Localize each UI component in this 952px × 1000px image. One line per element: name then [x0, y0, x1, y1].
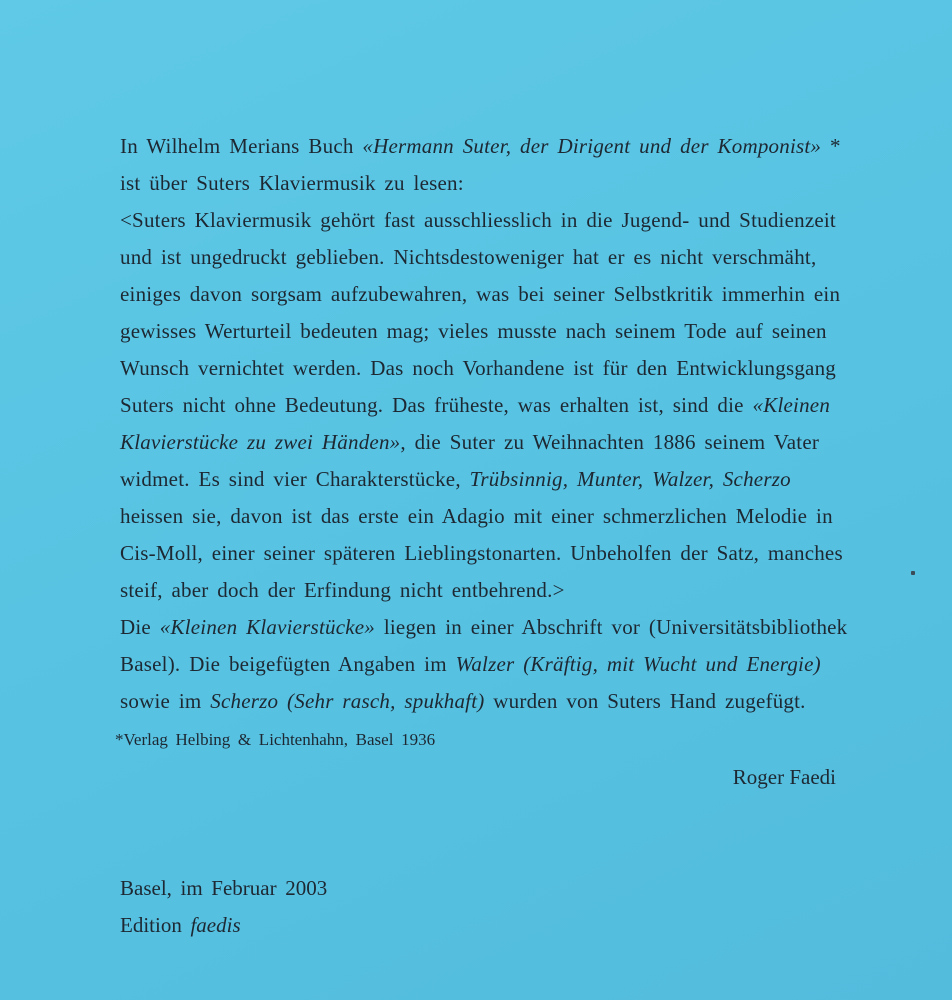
text-line [120, 683, 836, 720]
text-line [120, 424, 836, 461]
text-segment: Wunsch vernichtet werden. Das noch Vorhandene ist für den Entwicklungsgang [120, 356, 836, 380]
text-segment: heissen sie, davon ist das erste ein Adagio mit einer schmerzlichen Melodie in [120, 504, 833, 528]
text-segment: Scherzo (Sehr rasch, spukhaft) [210, 689, 485, 713]
place-date-line: Basel, im Februar 2003 [120, 876, 328, 900]
colophon [120, 870, 836, 944]
text-segment: Trübsinnig, Munter, Walzer, Scherzo [469, 467, 791, 491]
text-segment: , die Suter zu Weihnachten 1886 seinem Vater [400, 430, 820, 454]
text-line [120, 239, 836, 276]
text-segment: gewisses Werturteil bedeuten mag; vieles musste nach seinem Tode auf seinen [120, 319, 827, 343]
text-segment: einiges davon sorgsam aufzubewahren, was bei seiner Selbstkritik immerhin ein [120, 282, 841, 306]
text-segment: Basel). Die beigefügten Angaben im [120, 652, 456, 676]
text-line [120, 128, 841, 165]
text-line [120, 646, 836, 683]
main-text [120, 128, 848, 720]
text-line [120, 350, 836, 387]
text-segment: und ist ungedruckt geblieben. Nichtsdestoweniger hat er es nicht verschmäht, [120, 245, 817, 269]
text-segment: In Wilhelm Merians Buch [120, 134, 363, 158]
text-segment: * [821, 134, 841, 158]
edition-prefix: Edition [120, 913, 191, 937]
scan-speck [911, 571, 915, 575]
text-segment: widmet. Es sind vier Charakterstücke, [120, 467, 470, 491]
text-segment: Cis-Moll, einer seiner späteren Lieblingstonarten. Unbeholfen der Satz, manches [120, 541, 843, 565]
text-line [120, 387, 836, 424]
text-line [120, 313, 836, 350]
text-segment: «Kleinen [752, 393, 831, 417]
text-segment: ist über Suters Klaviermusik zu lesen: [120, 171, 464, 195]
text-segment: steif, aber doch der Erfindung nicht entbehrend.> [120, 578, 565, 602]
footnote: *Verlag Helbing & Lichtenhahn, Basel 1936 [115, 730, 436, 749]
text-line [120, 609, 848, 646]
text-segment: liegen in einer Abschrift vor (Universitätsbibliothek [375, 615, 848, 639]
edition-line [120, 907, 836, 944]
text-segment: «Hermann Suter, der Dirigent und der Komponist» [362, 134, 822, 158]
text-segment: «Kleinen Klavierstücke» [159, 615, 375, 639]
edition-name: faedis [190, 913, 241, 937]
text-segment: wurden von Suters Hand zugefügt. [484, 689, 806, 713]
text-line [120, 535, 843, 572]
text-line [120, 165, 836, 202]
text-segment: sowie im [120, 689, 211, 713]
text-segment: Klavierstücke zu zwei Händen» [120, 430, 401, 454]
text-segment: Suters nicht ohne Bedeutung. Das früheste, was erhalten ist, sind die [120, 393, 753, 417]
text-segment: Die [120, 615, 160, 639]
author-signature: Roger Faedi [732, 765, 836, 789]
text-line [120, 498, 836, 535]
text-line [120, 572, 836, 609]
text-segment: Walzer (Kräftig, mit Wucht und Energie) [455, 652, 821, 676]
text-line [120, 202, 836, 239]
text-line [120, 461, 836, 498]
text-segment: <Suters Klaviermusik gehört fast ausschliesslich in die Jugend- und Studienzeit [120, 208, 836, 232]
text-line [120, 276, 841, 313]
